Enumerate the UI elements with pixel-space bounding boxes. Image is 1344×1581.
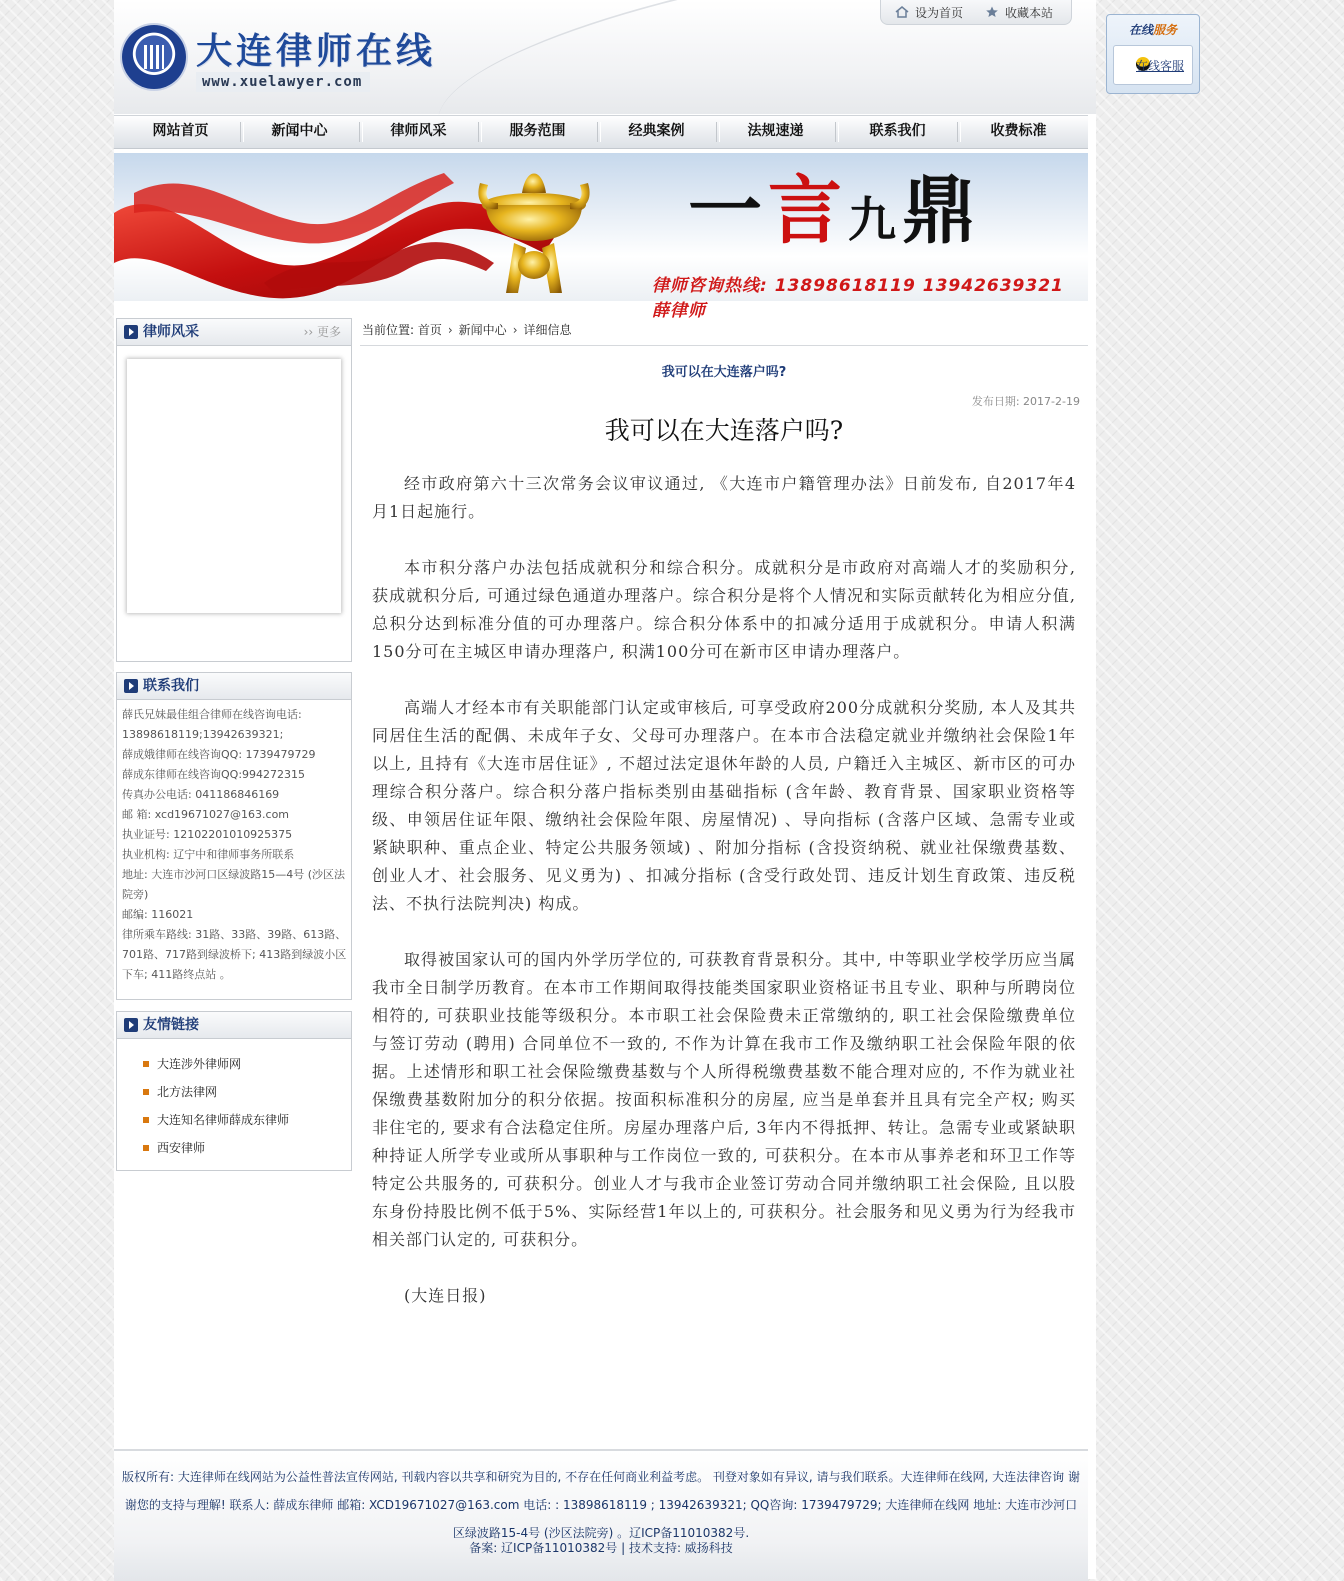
friend-links-list: [143, 1050, 289, 1162]
article-source: (大连日报): [404, 1286, 487, 1305]
friend-link[interactable]: 大连知名律师薛成东律师: [143, 1106, 289, 1134]
more-link[interactable]: ›› 更多: [303, 325, 341, 339]
friend-links-title: 友情链接: [143, 1017, 199, 1033]
site-footer: [114, 1449, 1088, 1581]
divider: [360, 345, 1088, 346]
set-homepage-link[interactable]: 设为首页: [895, 4, 963, 21]
article-subtitle: 我可以在大连落户吗?: [661, 365, 787, 380]
arrow-icon: [124, 325, 138, 339]
lawyer-photo[interactable]: [127, 359, 341, 613]
top-links: [880, 0, 1072, 25]
home-icon: [895, 6, 909, 18]
publish-date: 发布日期: 2017-2-19: [971, 395, 1080, 408]
footer-copyright: 版权所有: 大连律师在线网站为公益性普法宣传网站, 刊载内容以共享和研究为目的, 不存在任何商业利益考虑。 刊登对象如有异议, 请与我们联系。大连律师在线网, 大连法律咨询 谢谢您的支持与理解! 联系人: 薛成东律师 邮箱: XCD19671027@163.com 电话: : 13898618119 ; 13942639321; QQ咨询: 1739479729; 大连律师在线网 地址: 大连市沙河口区绿波路15-4号 (沙区法院旁) 。辽ICP备11010382号.: [121, 1470, 1080, 1540]
lawyers-association-logo-icon[interactable]: [122, 25, 186, 89]
nav-lawyers[interactable]: 律师风采: [390, 123, 447, 139]
article-paragraph: 高端人才经本市有关职能部门认定或审核后, 可享受政府200分成就积分奖励, 本人及其共同居住生活的配偶、未成年子女、父母可办理落户。在本市合法稳定就业并缴纳社会保险1年以上, 且持有《大连市居住证》, 不超过法定退休年龄的人员, 户籍迁入主城区、新市区的可办理综合积分落户。综合积分落户指标类别由基础指标 (含年龄、教育背景、国家职业资格等级、申领居住证年限、缴纳社会保险年限、房屋情况) 、导向指标 (含落户区域、急需专业或紧缺职种、重点企业、特定公共服务领域) 、附加分指标 (含投资纳税、就业社保缴费基数、创业人才、社会服务、见义勇为) 、扣减分指标 (含受行政处罚、违反计划生育政策、违反税法、不执行法院判决) 构成。: [372, 698, 1076, 913]
nav-contact[interactable]: 联系我们: [869, 123, 926, 139]
contact-details: 薛氏兄妹最佳组合律师在线咨询电话: 13898618119;13942639321; 薛成娥律师在线咨询QQ: 1739479729 薛成东律师在线咨询QQ:994272315 传真办公电话: 041186846169 邮 箱: xcd19671027@163.com 执业证号: 12102201010925375 执业机构: 辽宁中和律师事务所联系 地址: 大连市沙河口区绿波路15—4号 (沙区法院旁) 邮编: 116021 律所乘车路线: 31路、33路、39路、613路、701路、717路到绿波桥下; 413路到绿波小区下车; 411路终点站 。: [122, 708, 347, 981]
nav-news[interactable]: 新闻中心: [271, 123, 328, 139]
nav-regulations[interactable]: 法规速递: [747, 123, 804, 139]
article-body: [372, 470, 1076, 1338]
site-domain: www.xuelawyer.com: [196, 72, 370, 92]
banner: [114, 153, 1088, 321]
arrow-icon: [124, 1018, 138, 1032]
site-header: [114, 0, 1096, 114]
article-paragraph: 取得被国家认可的国内外学历学位的, 可获教育背景积分。其中, 中等职业学校学历应当属我市全日制学历教育。在本市工作期间取得技能类国家职业资格证书且专业、职种与所聘岗位相符的, 可获职业技能等级积分。本市职工社会保险费未正常缴纳的, 职工社会保险缴费单位与签订劳动 (聘用) 合同单位不一致的, 不作为计算在我市工作及缴纳职工社会保险年限的依据。上述情形和职工社会保险缴费基数与个人所得税缴费基数不能合理对应的, 不作为就业社保缴费基数附加分的积分依据。按面积标准积分的房屋, 应当是单套并且具有完全产权; 购买非住宅的, 要求有合法稳定住所。房屋办理落户后, 3年内不得抵押、转让。急需专业或紧缺职种持证人所学专业或所从事职种与工作岗位一致的, 可获积分。在本市从事养老和环卫工作等特定公共服务的, 可获积分。创业人才与我市企业签订劳动合同并缴纳职工社会保险, 且以股东身份持股比例不低于5%、实际经营1年以上的, 可获积分。社会服务和见义勇为行为经我市相关部门认定的, 可获积分。: [372, 950, 1076, 1249]
site-name[interactable]: 大连律师在线: [196, 31, 437, 72]
friend-link[interactable]: 大连涉外律师网: [143, 1050, 289, 1078]
breadcrumb-detail: 详细信息: [523, 323, 572, 337]
contact-box: [116, 672, 352, 1000]
page-container: [114, 0, 1096, 1579]
online-support-button[interactable]: 在线客服: [1113, 45, 1193, 85]
friend-link[interactable]: 北方法律网: [143, 1078, 289, 1106]
main-nav: [114, 115, 1088, 149]
banner-slogan: 一言九鼎: [688, 168, 983, 254]
breadcrumb-home[interactable]: 当前位置: 首页: [362, 323, 442, 337]
nav-services[interactable]: 服务范围: [509, 123, 566, 139]
contact-title: 联系我们: [143, 678, 199, 694]
arrow-icon: [124, 679, 138, 693]
online-service-widget: 在线服务 在线客服: [1106, 14, 1200, 94]
nav-fees[interactable]: 收费标准: [990, 123, 1047, 139]
bookmark-link[interactable]: 收藏本站: [985, 4, 1053, 21]
footer-icp: 备案: 辽ICP备11010382号 | 技术支持: 威扬科技: [469, 1541, 733, 1555]
ding-vessel-icon: [478, 174, 589, 294]
breadcrumb-news[interactable]: 新闻中心: [458, 323, 507, 337]
breadcrumb: 当前位置: 首页 › 新闻中心 › 详细信息: [362, 323, 572, 337]
star-icon: [985, 6, 999, 18]
friend-link[interactable]: 西安律师: [143, 1134, 289, 1162]
lawyer-style-box: [116, 318, 352, 662]
nav-home[interactable]: 网站首页: [152, 123, 209, 139]
article-paragraph: 本市积分落户办法包括成就积分和综合积分。成就积分是市政府对高端人才的奖励积分, 获成就积分后, 可通过绿色通道办理落户。综合积分是将个人情况和实际贡献转化为相应分值, 总积分达到标准分值的可办理落户。综合积分体系中的扣减分适用于成就积分。申请人积满150分可在主城区申请办理落户, 积满100分可在新市区申请办理落户。: [372, 558, 1076, 661]
article-paragraph: 经市政府第六十三次常务会议审议通过, 《大连市户籍管理办法》日前发布, 自2017年4月1日起施行。: [372, 474, 1076, 521]
friend-links-box: [116, 1011, 352, 1171]
nav-cases[interactable]: 经典案例: [628, 123, 685, 139]
lawyer-style-title: 律师风采: [143, 324, 199, 340]
banner-hotline: 律师咨询热线: 13898618119 13942639321 薛律师: [652, 276, 1064, 321]
article-title: 我可以在大连落户吗?: [604, 416, 844, 445]
